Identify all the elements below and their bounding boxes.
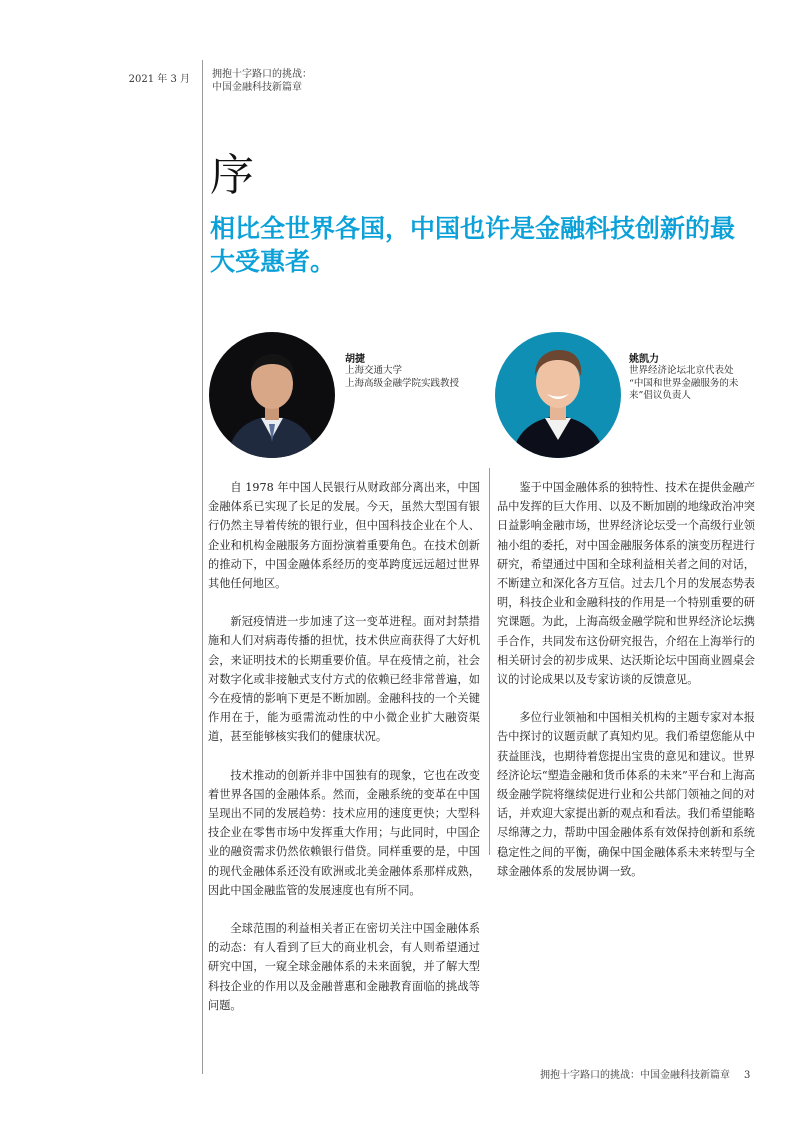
body-paragraph: 鉴于中国金融体系的独特性、技术在提供金融产品中发挥的巨大作用、以及不断加剧的地缘政治冲突日益影响金融市场，世界经济论坛受一个高级行业领袖小组的委托，对中国金融服务体系的演变历程进行研究，希望通过中国和全球利益相关者之间的对话，不断建立和深化各方互信。过去几个月的发展态势表明，科技企业和金融科技的作用是一个特别重要的研究课题。为此，上海高级金融学院和世界经济论坛携手合作，共同发布这份研究报告，介绍在上海举行的相关研讨会的初步成果、达沃斯论坛中国商业圆桌会议的讨论成果以及专家访谈的反馈意见。 <box>497 481 755 687</box>
avatar-hu-jie <box>209 332 335 458</box>
header-title-line2: 中国金融科技新篇章 <box>212 82 302 93</box>
page-number: 3 <box>744 1070 751 1081</box>
person-affiliation: 世界经济论坛北京代表处 <box>629 365 734 376</box>
person-affiliation: 上海高级金融学院实践教授 <box>345 377 460 389</box>
page-subtitle: 相比全世界各国，中国也许是金融科技创新的最大受惠者。 <box>210 214 736 276</box>
person-affiliation: 来”倡议负责人 <box>629 390 691 401</box>
person-affiliation: 上海交通大学 <box>345 365 403 376</box>
footer-title: 拥抱十字路口的挑战：中国金融科技新篇章 <box>540 1070 730 1081</box>
header-title-line1: 拥抱十字路口的挑战： <box>212 69 312 80</box>
body-paragraph: 新冠疫情进一步加速了这一变革进程。面对封禁措施和人们对病毒传播的担忧，技术供应商获得了大好机会，来证明技术的长期重要价值。早在疫情之前，社会对数字化或非接触式支付方式的依赖已经非常普遍，如今在疫情的影响下更是不断加剧。金融科技的一个关键作用在于，能为亟需流动性的中小微企业扩大融资渠道，甚至能够核实我们的健康状况。 <box>208 615 480 744</box>
column-divider <box>489 468 490 580</box>
person-name: 姚凯力 <box>629 354 659 365</box>
body-paragraph: 多位行业领袖和中国相关机构的主题专家对本报告中探讨的议题贡献了真知灼见。我们希望您能从中获益匪浅，也期待着您提出宝贵的意见和建议。世界经济论坛“塑造金融和货币体系的未来”平台和上海高级金融学院将继续促进行业和公共部门领袖之间的对话，并欢迎大家提出新的观点和看法。我们希望能略尽绵薄之力，帮助中国金融体系有效保持创新和系统稳定性之间的平衡，确保中国金融体系未来转型与全球金融体系的发展协调一致。 <box>497 711 755 878</box>
avatar-yao-kaili <box>495 332 621 458</box>
header-title <box>212 68 312 94</box>
body-paragraph: 技术推动的创新并非中国独有的现象，它也在改变着世界各国的金融体系。然而，金融系统的变革在中国呈现出不同的发展趋势：技术应用的速度更快；大型科技企业在零售市场中发挥重大作用；与此同时，中国企业的融资需求仍然依赖银行借贷。同样重要的是，中国的现代金融体系还没有欧洲或北美金融体系那样成熟，因此中国金融监管的发展速度也有所不同。 <box>208 768 480 897</box>
vertical-rule <box>202 60 203 1074</box>
body-paragraph: 全球范围的利益相关者正在密切关注中国金融体系的动态：有人看到了巨大的商业机会，有人则希望通过研究中国，一窥全球金融体系的未来面貌，并了解大型科技企业的作用以及金融普惠和金融教育面临的挑战等问题。 <box>208 922 480 1012</box>
body-paragraph: 自 1978 年中国人民银行从财政部分离出来，中国金融体系已实现了长足的发展。今天，虽然大型国有银行仍然主导着传统的银行业，但中国科技企业在个人、企业和机构金融服务方面扮演着重要角色。在技术创新的推动下，中国金融体系经历的变革跨度远远超过世界其他任何地区。 <box>208 481 480 591</box>
left-column <box>208 478 480 1034</box>
page-title: 序 <box>210 150 254 201</box>
right-column <box>497 478 755 900</box>
person-affiliation: “中国和世界金融服务的未 <box>629 377 739 389</box>
column-divider <box>489 580 490 855</box>
report-date: 2021 年 3 月 <box>128 74 190 85</box>
person-name: 胡捷 <box>345 354 365 365</box>
page-footer <box>540 1066 750 1081</box>
person-info-yao-kaili <box>629 350 738 403</box>
person-info-hu-jie <box>345 350 459 390</box>
